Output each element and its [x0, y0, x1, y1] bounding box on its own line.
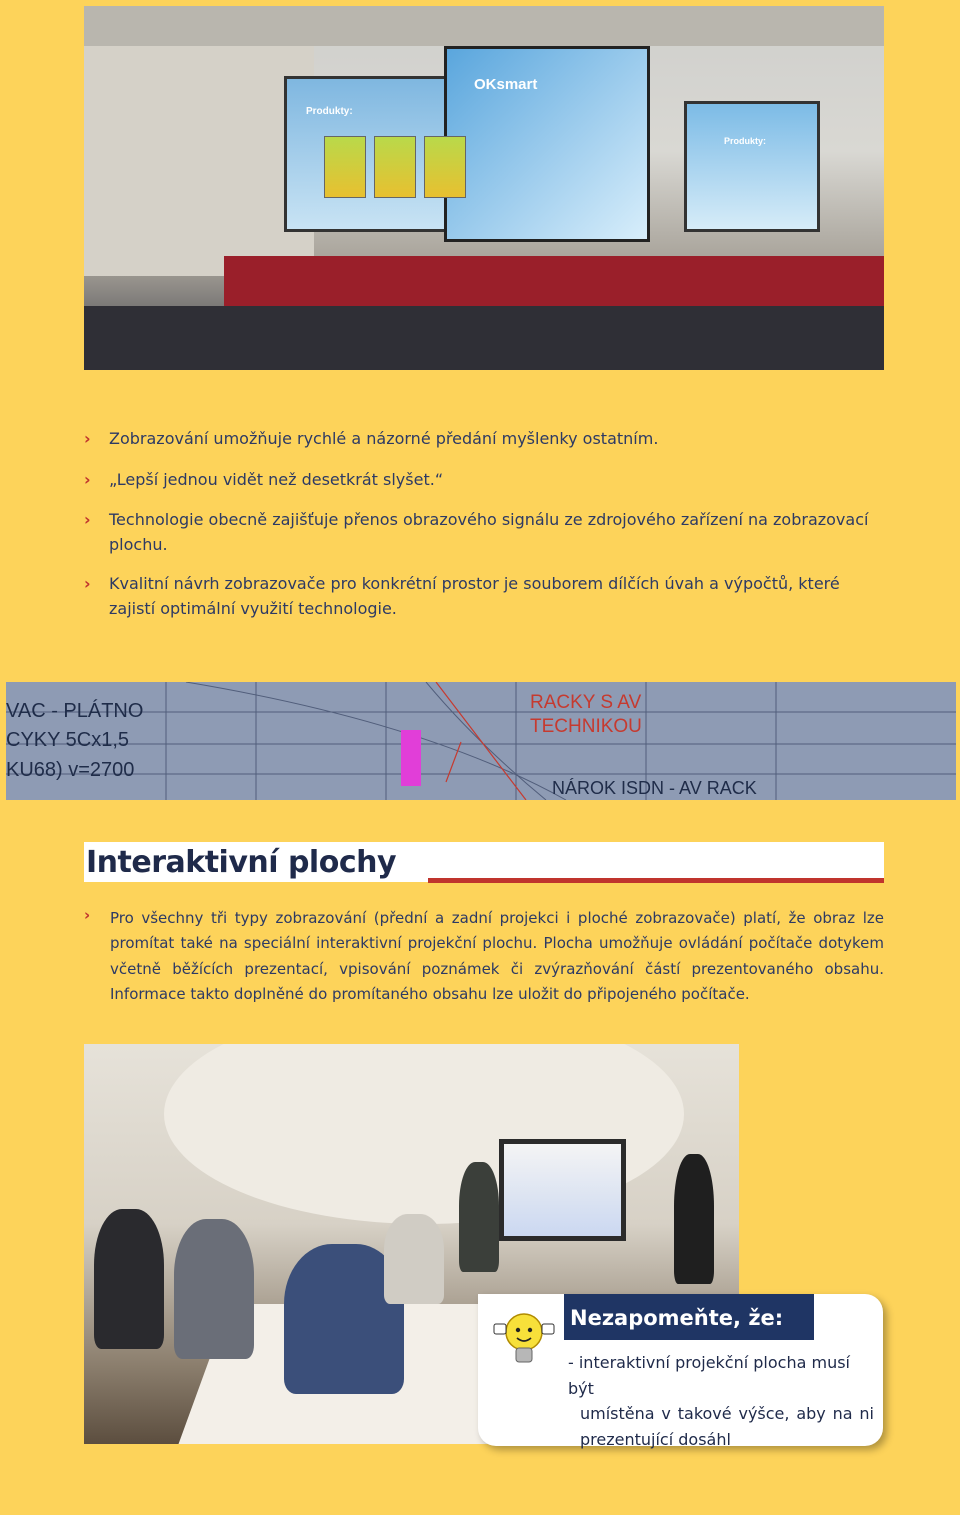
attendee-figure: [174, 1219, 254, 1359]
cad-lines: [6, 682, 956, 800]
bullet-arrow-icon: ›: [84, 429, 91, 448]
product-box: [324, 136, 366, 198]
interactive-whiteboard: [499, 1139, 626, 1241]
bullet-text: „Lepší jednou vidět než desetkrát slyšet.“: [109, 470, 444, 489]
projection-screen-right: [684, 101, 820, 232]
callout-line: - interaktivní projekční plocha musí být: [568, 1353, 850, 1398]
red-wall-band: [224, 256, 884, 311]
bullet-arrow-icon: ›: [84, 906, 91, 924]
section-paragraph: [84, 906, 884, 1007]
heading-underline: [428, 878, 884, 883]
bullet-item: [84, 467, 884, 492]
cad-magenta-block: [401, 730, 421, 786]
lightbulb-icon: [488, 1302, 560, 1382]
presenter-figure: [674, 1154, 714, 1284]
attendee-figure: [94, 1209, 164, 1349]
slide-main-title: OKsmart: [474, 76, 538, 93]
cad-label: VAC - PLÁTNO: [6, 700, 144, 722]
bullet-item: [84, 571, 884, 621]
bullet-arrow-icon: ›: [84, 574, 91, 593]
photo-wall: [84, 46, 314, 276]
cad-label: KU68) v=2700: [6, 759, 135, 781]
cad-label: CYKY 5Cx1,5: [6, 729, 130, 751]
product-box: [424, 136, 466, 198]
attendee-figure: [384, 1214, 444, 1304]
slide-left-title: Produkty:: [306, 106, 353, 117]
callout-body: [568, 1350, 874, 1452]
slide-right-title: Produkty:: [724, 136, 767, 146]
bullet-arrow-icon: ›: [84, 510, 91, 529]
cad-red-label: TECHNIKOU: [530, 716, 642, 737]
paragraph-text: Pro všechny tři typy zobrazování (přední a zadní projekci i ploché zobrazovače) platí, že obraz lze promítat také na speciální interaktivní projekční plochu. Plocha umožňuje ovládání počítače dotykem včetně běžících prezentací, vpisování poznámek či zvýrazňování částí prezentovaného obsahu. Informace takto doplněné do promítaného obsahu lze uložit do připojeného počítače.: [110, 909, 884, 1003]
presenter-figure: [459, 1162, 499, 1272]
callout-line: umístěna v takové výšce, aby na ni prezentující dosáhl: [580, 1404, 874, 1449]
lecture-hall-photo: [84, 6, 884, 370]
bullet-arrow-icon: ›: [84, 470, 91, 489]
cad-label: NÁROK ISDN - AV RACK: [552, 778, 757, 798]
photo-ceiling: [84, 6, 884, 46]
cad-red-label: RACKY S AV: [530, 692, 642, 713]
bullet-text: Zobrazování umožňuje rychlé a názorné předání myšlenky ostatním.: [109, 429, 659, 448]
callout-title: Nezapomeňte, že:: [570, 1306, 784, 1330]
photo-floor: [84, 306, 884, 370]
bullet-text: Kvalitní návrh zobrazovače pro konkrétní prostor je souborem dílčích úvah a výpočtů, které zajistí optimální využití technologie.: [109, 574, 840, 618]
bullet-item: [84, 507, 884, 557]
bullet-item: [84, 426, 884, 451]
cad-drawing-strip: [6, 682, 956, 800]
product-box: [374, 136, 416, 198]
section-heading: Interaktivní plochy: [86, 845, 397, 880]
bullet-text: Technologie obecně zajišťuje přenos obrazového signálu ze zdrojového zařízení na zobrazovací plochu.: [109, 510, 869, 554]
